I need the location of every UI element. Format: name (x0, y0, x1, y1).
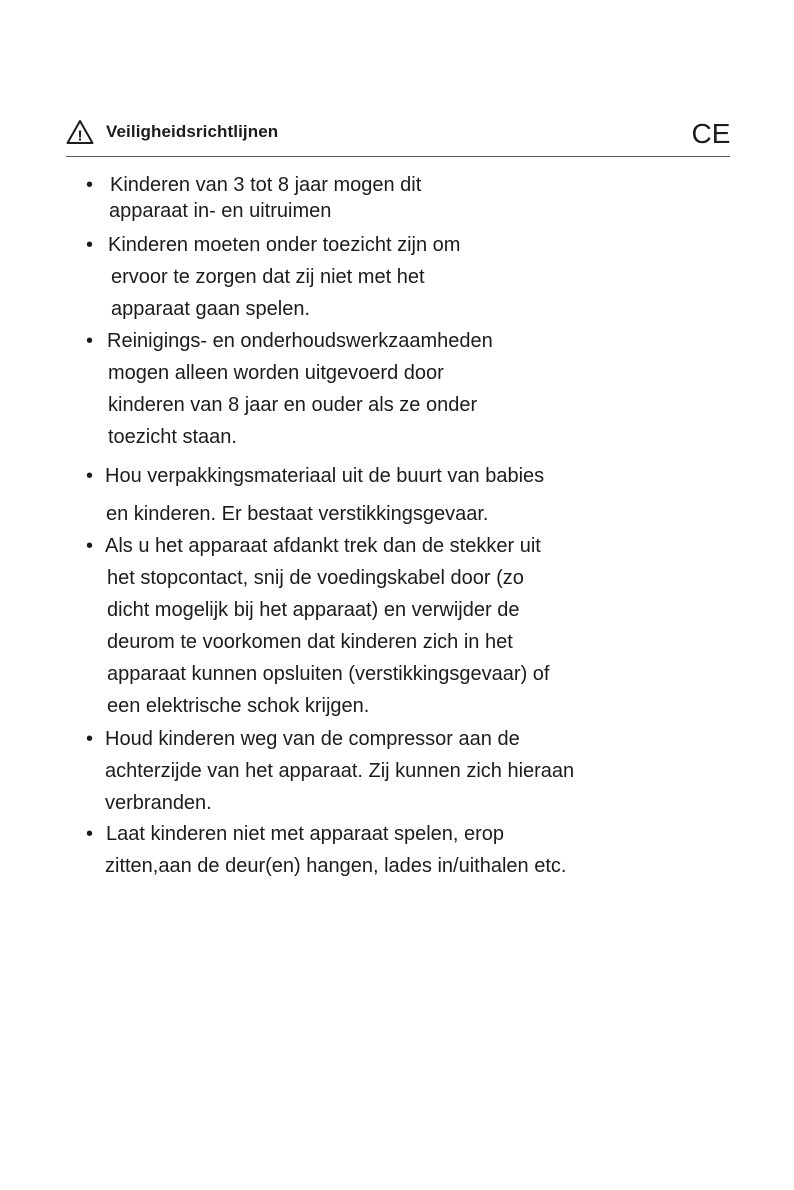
list-item-line: mogen alleen worden uitgevoerd door (108, 362, 444, 384)
list-item-line: een elektrische schok krijgen. (107, 695, 370, 717)
list-item-line: het stopcontact, snij de voedingskabel door (zo (107, 567, 524, 589)
list-item-line: zitten,aan de deur(en) hangen, lades in/uithalen etc. (105, 855, 567, 877)
list-item-line: apparaat gaan spelen. (111, 298, 311, 320)
list-item-line: Reinigings- en onderhoudswerkzaamheden (107, 330, 493, 352)
list-item-line: en kinderen. Er bestaat verstikkingsgevaar. (106, 503, 489, 525)
list-item-line: dicht mogelijk bij het apparaat) en verwijder de (107, 599, 520, 621)
bullet-dot: • (86, 330, 94, 352)
bullet-dot: • (86, 823, 94, 845)
list-item-line: verbranden. (105, 792, 212, 814)
section-header (66, 114, 730, 157)
list-item-line: achterzijde van het apparaat. Zij kunnen zich hieraan (105, 760, 575, 782)
list-item-line: Houd kinderen weg van de compressor aan de (105, 728, 520, 750)
warning-icon (66, 119, 94, 145)
bullet-dot: • (86, 535, 94, 557)
bullet-dot: • (86, 174, 94, 196)
list-item-line: kinderen van 8 jaar en ouder als ze onder (108, 394, 478, 416)
warning-icon-symbol: ! (77, 127, 83, 145)
list-item-line: Als u het apparaat afdankt trek dan de stekker uit (105, 535, 541, 557)
list-item-line: toezicht staan. (108, 426, 237, 448)
bullet-dot: • (86, 728, 94, 750)
list-item-line: Kinderen van 3 tot 8 jaar mogen dit (110, 174, 422, 196)
list-item-line: apparaat in- en uitruimen (109, 200, 332, 222)
list-item-line: apparaat kunnen opsluiten (verstikkingsgevaar) of (107, 663, 550, 685)
list-item-line: ervoor te zorgen dat zij niet met het (111, 266, 425, 288)
ce-mark-text: CE (692, 118, 730, 146)
list-item-line: Kinderen moeten onder toezicht zijn om (108, 234, 461, 256)
bullet-dot: • (86, 465, 94, 487)
bullet-dot: • (86, 234, 94, 256)
page-title: Veiligheidsrichtlijnen (106, 122, 279, 141)
list-item-line: Hou verpakkingsmateriaal uit de buurt van babies (105, 465, 545, 487)
ce-mark-logo (692, 118, 730, 146)
list-item-line: Laat kinderen niet met apparaat spelen, erop (106, 823, 505, 845)
list-item-line: deurom te voorkomen dat kinderen zich in het (107, 631, 513, 653)
